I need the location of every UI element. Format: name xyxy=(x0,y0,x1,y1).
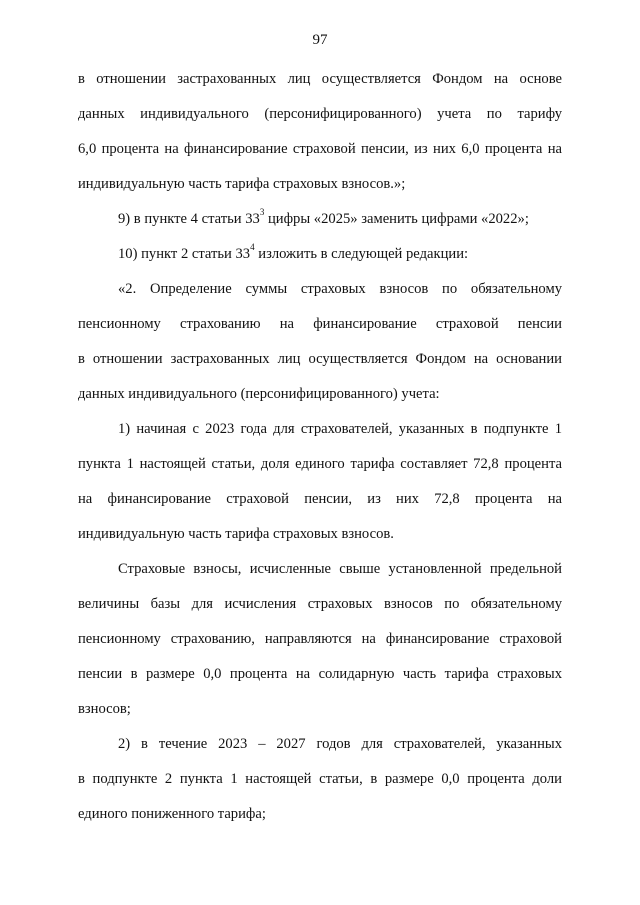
text-segment: цифры «2025» заменить цифрами «2022»; xyxy=(264,211,529,227)
text-line: «2. Определение суммы страховых взносов по обязательному xyxy=(118,281,562,297)
text-line: пенсионному страхованию, направляются на финансирование страховой xyxy=(78,631,562,647)
text-line: 1) начиная с 2023 года для страхователей, указанных в подпункте 1 xyxy=(118,421,562,437)
text-line: Страховые взносы, исчисленные свыше установленной предельной xyxy=(118,561,562,577)
text-line: величины базы для исчисления страховых взносов по обязательному xyxy=(78,596,562,612)
superscript: 3 xyxy=(259,207,265,218)
text-line: на финансирование страховой пенсии, из них 72,8 процента на xyxy=(78,491,562,507)
superscript: 4 xyxy=(250,242,255,253)
text-line: 2) в течение 2023 – 2027 годов для страхователей, указанных xyxy=(118,736,562,752)
text-line: индивидуальную часть тарифа страховых взносов.»; xyxy=(78,176,406,192)
text-line: данных индивидуального (персонифицированного) учета: xyxy=(78,386,440,402)
text-line: в отношении застрахованных лиц осуществляется Фондом на основе xyxy=(78,71,562,87)
text-line xyxy=(118,242,562,263)
text-line: индивидуальную часть тарифа страховых взносов. xyxy=(78,526,394,542)
text-line: взносов; xyxy=(78,701,131,717)
page-number: 97 xyxy=(312,32,328,48)
text-line: в отношении застрахованных лиц осуществляется Фондом на основании xyxy=(78,351,562,367)
text-line: данных индивидуального (персонифицированного) учета по тарифу xyxy=(78,106,562,122)
text-line: 6,0 процента на финансирование страховой пенсии, из них 6,0 процента на xyxy=(78,141,562,157)
text-line: в подпункте 2 пункта 1 настоящей статьи, в размере 0,0 процента доли xyxy=(78,771,562,787)
text-line xyxy=(118,207,562,228)
text-line: пункта 1 настоящей статьи, доля единого тарифа составляет 72,8 процента xyxy=(78,456,562,472)
text-line: пенсии в размере 0,0 процента на солидарную часть тарифа страховых xyxy=(78,666,562,682)
text-line: единого пониженного тарифа; xyxy=(78,806,266,822)
text-line: пенсионному страхованию на финансирование страховой пенсии xyxy=(78,316,562,332)
text-segment: изложить в следующей редакции: xyxy=(254,246,469,262)
text-segment: 9) в пункте 4 статьи 33 xyxy=(118,211,260,227)
text-segment: 10) пункт 2 статьи 33 xyxy=(118,246,251,262)
